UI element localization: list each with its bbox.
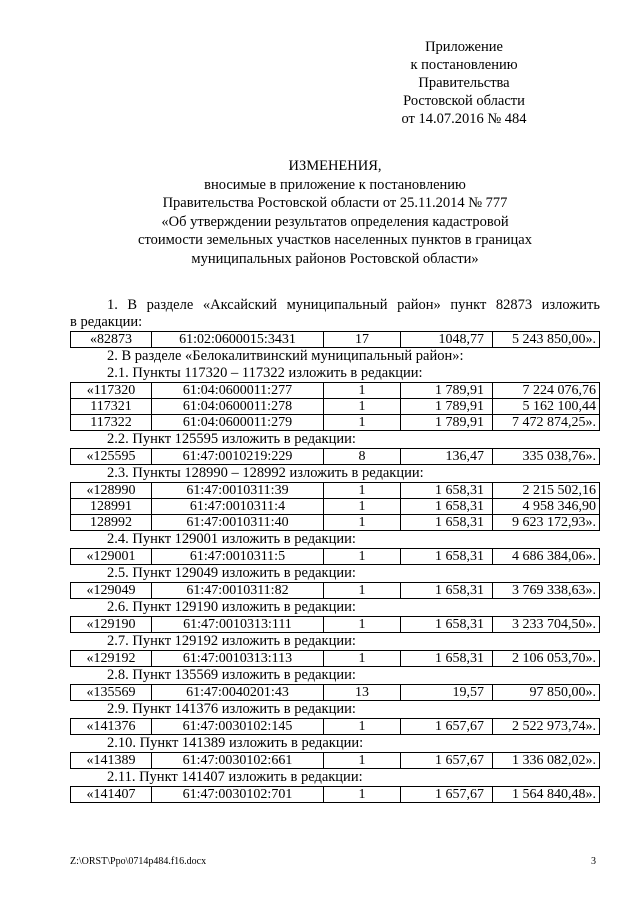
table-cell: 61:04:0600011:278 — [152, 399, 324, 415]
table-cell: 4 686 384,06». — [493, 549, 600, 565]
heading-line: вносимые в приложение к постановлению — [204, 176, 466, 193]
table-cell: 128992 — [71, 515, 152, 531]
table-row — [71, 549, 600, 565]
table-cell: 1 658,31 — [401, 583, 493, 599]
table-cell: 1 — [324, 383, 401, 399]
table-cell: 1 — [324, 617, 401, 633]
cadastral-table — [70, 718, 600, 735]
table-row — [71, 515, 600, 531]
table-cell: 61:47:0010311:40 — [152, 515, 324, 531]
table-cell: 1 — [324, 719, 401, 735]
table-cell: «141407 — [71, 787, 152, 803]
paragraph-line: 2.8. Пункт 135569 изложить в редакции: — [107, 667, 356, 683]
table-cell: 61:04:0600011:277 — [152, 383, 324, 399]
cadastral-table — [70, 650, 600, 667]
paragraph-line: 2.3. Пункты 128990 – 128992 изложить в редакции: — [107, 465, 424, 481]
table-cell: 1 — [324, 499, 401, 515]
table-cell: 61:47:0010311:82 — [152, 583, 324, 599]
table-cell: 128991 — [71, 499, 152, 515]
table-cell: 117322 — [71, 415, 152, 431]
table-cell: 61:47:0010313:113 — [152, 651, 324, 667]
table-row — [71, 332, 600, 348]
table-row — [71, 719, 600, 735]
table-cell: «135569 — [71, 685, 152, 701]
table-cell: 1 789,91 — [401, 399, 493, 415]
paragraph-line: 2.4. Пункт 129001 изложить в редакции: — [107, 531, 356, 547]
table-cell: 5 243 850,00». — [493, 332, 600, 348]
table-row — [71, 685, 600, 701]
table-cell: 8 — [324, 449, 401, 465]
table-row — [71, 787, 600, 803]
table-row — [71, 483, 600, 499]
table-cell: 61:47:0010311:39 — [152, 483, 324, 499]
table-cell: «129001 — [71, 549, 152, 565]
appendix-line: Правительства — [418, 75, 510, 91]
paragraph-line: 2.9. Пункт 141376 изложить в редакции: — [107, 701, 356, 717]
paragraph-line: 2. В разделе «Белокалитвинский муниципальный район»: — [107, 348, 464, 364]
table-cell: 1 658,31 — [401, 499, 493, 515]
table-cell: 97 850,00». — [493, 685, 600, 701]
page-number: 3 — [591, 856, 596, 867]
table-cell: 1 — [324, 651, 401, 667]
table-cell: «129192 — [71, 651, 152, 667]
table-cell: 13 — [324, 685, 401, 701]
table-cell: «141376 — [71, 719, 152, 735]
appendix-line: от 14.07.2016 № 484 — [401, 111, 527, 127]
appendix-line: Приложение — [425, 39, 503, 55]
table-cell: 2 522 973,74». — [493, 719, 600, 735]
table-cell: 7 224 076,76 — [493, 383, 600, 399]
document-heading — [70, 157, 600, 268]
paragraph-line: 1. В разделе «Аксайский муниципальный район» пункт 82873 изложить — [107, 297, 600, 313]
table-row — [71, 399, 600, 415]
cadastral-table — [70, 582, 600, 599]
table-cell: 61:04:0600011:279 — [152, 415, 324, 431]
cadastral-table — [70, 548, 600, 565]
table-cell: 4 958 346,90 — [493, 499, 600, 515]
table-row — [71, 415, 600, 431]
table-cell: 1 — [324, 549, 401, 565]
heading-line: «Об утверждении результатов определения кадастровой — [161, 213, 509, 230]
table-cell: 1 658,31 — [401, 617, 493, 633]
paragraph-line: 2.6. Пункт 129190 изложить в редакции: — [107, 599, 356, 615]
table-cell: «125595 — [71, 449, 152, 465]
table-cell: 1 — [324, 753, 401, 769]
heading-line: муниципальных районов Ростовской области» — [191, 250, 479, 267]
table-row — [71, 651, 600, 667]
table-cell: 61:47:0030102:145 — [152, 719, 324, 735]
table-cell: 1 — [324, 583, 401, 599]
table-cell: «129049 — [71, 583, 152, 599]
table-cell: 136,47 — [401, 449, 493, 465]
table-cell: 1 — [324, 415, 401, 431]
table-row — [71, 753, 600, 769]
page-footer — [70, 856, 596, 867]
table-cell: 1 — [324, 483, 401, 499]
table-cell: 1 658,31 — [401, 515, 493, 531]
table-row — [71, 449, 600, 465]
amendments-body — [70, 297, 600, 803]
table-cell: 1048,77 — [401, 332, 493, 348]
table-cell: 61:47:0040201:43 — [152, 685, 324, 701]
table-cell: «129190 — [71, 617, 152, 633]
table-cell: «82873 — [71, 332, 152, 348]
table-cell: «141389 — [71, 753, 152, 769]
table-cell: 5 162 100,44 — [493, 399, 600, 415]
cadastral-table — [70, 616, 600, 633]
cadastral-table — [70, 448, 600, 465]
table-cell: 1 657,67 — [401, 787, 493, 803]
heading-title: ИЗМЕНЕНИЯ, — [288, 158, 382, 174]
table-row — [71, 383, 600, 399]
table-cell: 1 658,31 — [401, 651, 493, 667]
table-cell: 1 564 840,48». — [493, 787, 600, 803]
table-cell: 17 — [324, 332, 401, 348]
table-row — [71, 499, 600, 515]
table-cell: 1 657,67 — [401, 753, 493, 769]
paragraph-line: 2.5. Пункт 129049 изложить в редакции: — [107, 565, 356, 581]
table-cell: 1 789,91 — [401, 415, 493, 431]
paragraph-line: 2.10. Пункт 141389 изложить в редакции: — [107, 735, 364, 751]
table-cell: 2 106 053,70». — [493, 651, 600, 667]
paragraph-line: 2.7. Пункт 129192 изложить в редакции: — [107, 633, 356, 649]
heading-line: Правительства Ростовской области от 25.11.2014 № 777 — [162, 195, 508, 211]
appendix-block — [364, 38, 564, 128]
table-cell: 61:47:0010313:111 — [152, 617, 324, 633]
table-cell: 1 — [324, 515, 401, 531]
table-cell: 61:47:0030102:661 — [152, 753, 324, 769]
table-cell: 1 789,91 — [401, 383, 493, 399]
cadastral-table — [70, 382, 600, 431]
appendix-line: Ростовской области — [403, 93, 525, 109]
cadastral-table — [70, 482, 600, 531]
table-row — [71, 583, 600, 599]
table-cell: 61:47:0010311:4 — [152, 499, 324, 515]
cadastral-table — [70, 331, 600, 348]
table-cell: «117320 — [71, 383, 152, 399]
paragraph-line: 2.2. Пункт 125595 изложить в редакции: — [107, 431, 356, 447]
cadastral-table — [70, 786, 600, 803]
table-cell: 1 336 082,02». — [493, 753, 600, 769]
table-cell: 1 658,31 — [401, 549, 493, 565]
appendix-line: к постановлению — [410, 57, 518, 73]
paragraph-line: в редакции: — [70, 314, 143, 330]
paragraph-line: 2.1. Пункты 117320 – 117322 изложить в редакции: — [107, 365, 423, 381]
cadastral-table — [70, 752, 600, 769]
table-cell: 1 — [324, 787, 401, 803]
table-cell: 9 623 172,93». — [493, 515, 600, 531]
table-cell: 61:47:0030102:701 — [152, 787, 324, 803]
cadastral-table — [70, 684, 600, 701]
table-cell: 61:02:0600015:3431 — [152, 332, 324, 348]
table-cell: 1 — [324, 399, 401, 415]
table-cell: 2 215 502,16 — [493, 483, 600, 499]
table-cell: 1 658,31 — [401, 483, 493, 499]
table-cell: 61:47:0010311:5 — [152, 549, 324, 565]
table-cell: 7 472 874,25». — [493, 415, 600, 431]
heading-line: стоимости земельных участков населенных пунктов в границах — [138, 232, 532, 248]
file-path: Z:\ORST\Ppo\0714p484.f16.docx — [70, 856, 207, 867]
table-cell: 61:47:0010219:229 — [152, 449, 324, 465]
table-cell: 1 657,67 — [401, 719, 493, 735]
table-cell: «128990 — [71, 483, 152, 499]
table-cell: 19,57 — [401, 685, 493, 701]
table-row — [71, 617, 600, 633]
table-cell: 3 233 704,50». — [493, 617, 600, 633]
table-cell: 3 769 338,63». — [493, 583, 600, 599]
table-cell: 335 038,76». — [493, 449, 600, 465]
paragraph-line: 2.11. Пункт 141407 изложить в редакции: — [107, 769, 363, 785]
table-cell: 117321 — [71, 399, 152, 415]
